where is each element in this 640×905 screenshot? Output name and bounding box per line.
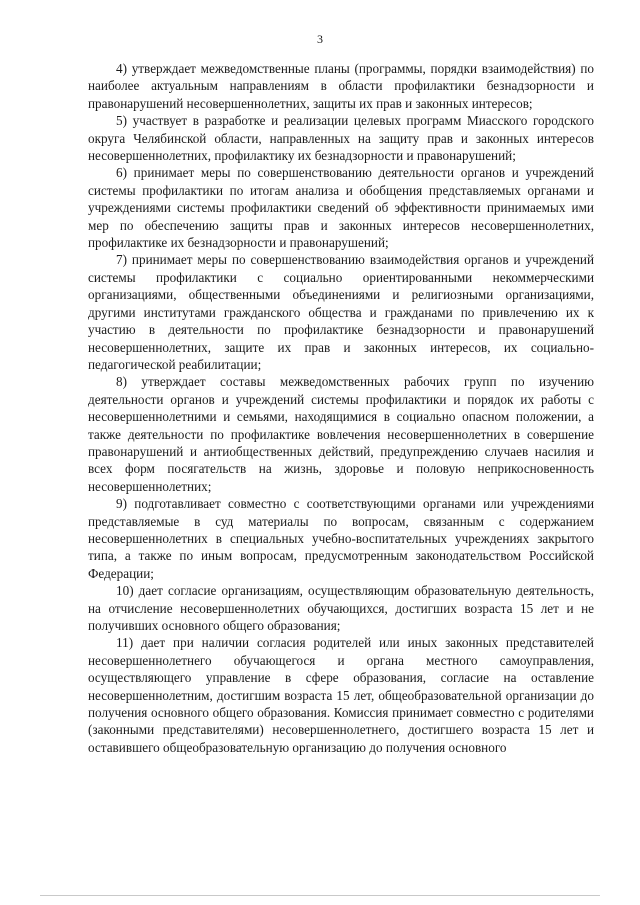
paragraph-item-11: 11) дает при наличии согласия родителей или иных законных представителей несовершеннолетнего обучающегося и органа местного самоуправления, осуществляющего управление в сфере образования, согласие на оставление несовершеннолетним, достигшим возраста 15 лет, общеобразовательной организации до получения основного общего образования. Комиссия принимает совместно с родителями (законными представителями) несовершеннолетнего, достигшего возраста 15 лет и оставившего общеобразовательную организацию до получения основного	[88, 635, 594, 755]
document-body	[88, 60, 594, 756]
page-bottom-edge	[40, 895, 600, 896]
paragraph-item-6: 6) принимает меры по совершенствованию деятельности органов и учреждений системы профилактики по итогам анализа и обобщения представляемых органами и учреждениями системы профилактики сведений об эффективности принимаемых ими мер по обеспечению защиты прав и законных интересов несовершеннолетних, профилактике их безнадзорности и правонарушений;	[88, 165, 594, 251]
paragraph-item-10: 10) дает согласие организациям, осуществляющим образовательную деятельность, на отчисление несовершеннолетних обучающихся, достигших возраста 15 лет и не получивших основного общего образования;	[88, 583, 594, 633]
page-number: 3	[317, 32, 323, 46]
paragraph-item-7: 7) принимает меры по совершенствованию взаимодействия органов и учреждений системы профилактики с социально ориентированными некоммерческими организациями, общественными объединениями и религиозными организациями, другими институтами гражданского общества и гражданами по привлечению их к участию в деятельности по профилактике безнадзорности и правонарушений несовершеннолетних, защите их прав и законных интересов, их социально-педагогической реабилитации;	[88, 252, 594, 372]
paragraph-item-4: 4) утверждает межведомственные планы (программы, порядки взаимодействия) по наиболее актуальным направлениям в области профилактики безнадзорности и правонарушений несовершеннолетних, защиты их прав и законных интересов;	[88, 61, 594, 111]
paragraph-item-5: 5) участвует в разработке и реализации целевых программ Миасского городского округа Челябинской области, направленных на защиту прав и законных интересов несовершеннолетних, профилактику их безнадзорности и правонарушений;	[88, 113, 594, 164]
paragraph-item-8: 8) утверждает составы межведомственных рабочих групп по изучению деятельности органов и учреждений системы профилактики и порядок их работы с несовершеннолетними и семьями, находящимися в социально опасном положении, а также деятельности по профилактике вовлечения несовершеннолетних в совершение правонарушений и антиобщественных действий, предупреждению случаев насилия и всех форм посягательств на жизнь, здоровье и половую неприкосновенность несовершеннолетних;	[88, 374, 594, 494]
paragraph-item-9: 9) подготавливает совместно с соответствующими органами или учреждениями представляемые в суд материалы по вопросам, связанным с содержанием несовершеннолетних в специальных учебно-воспитательных учреждениях закрытого типа, а также по иным вопросам, предусмотренным законодательством Российской Федерации;	[88, 496, 594, 581]
